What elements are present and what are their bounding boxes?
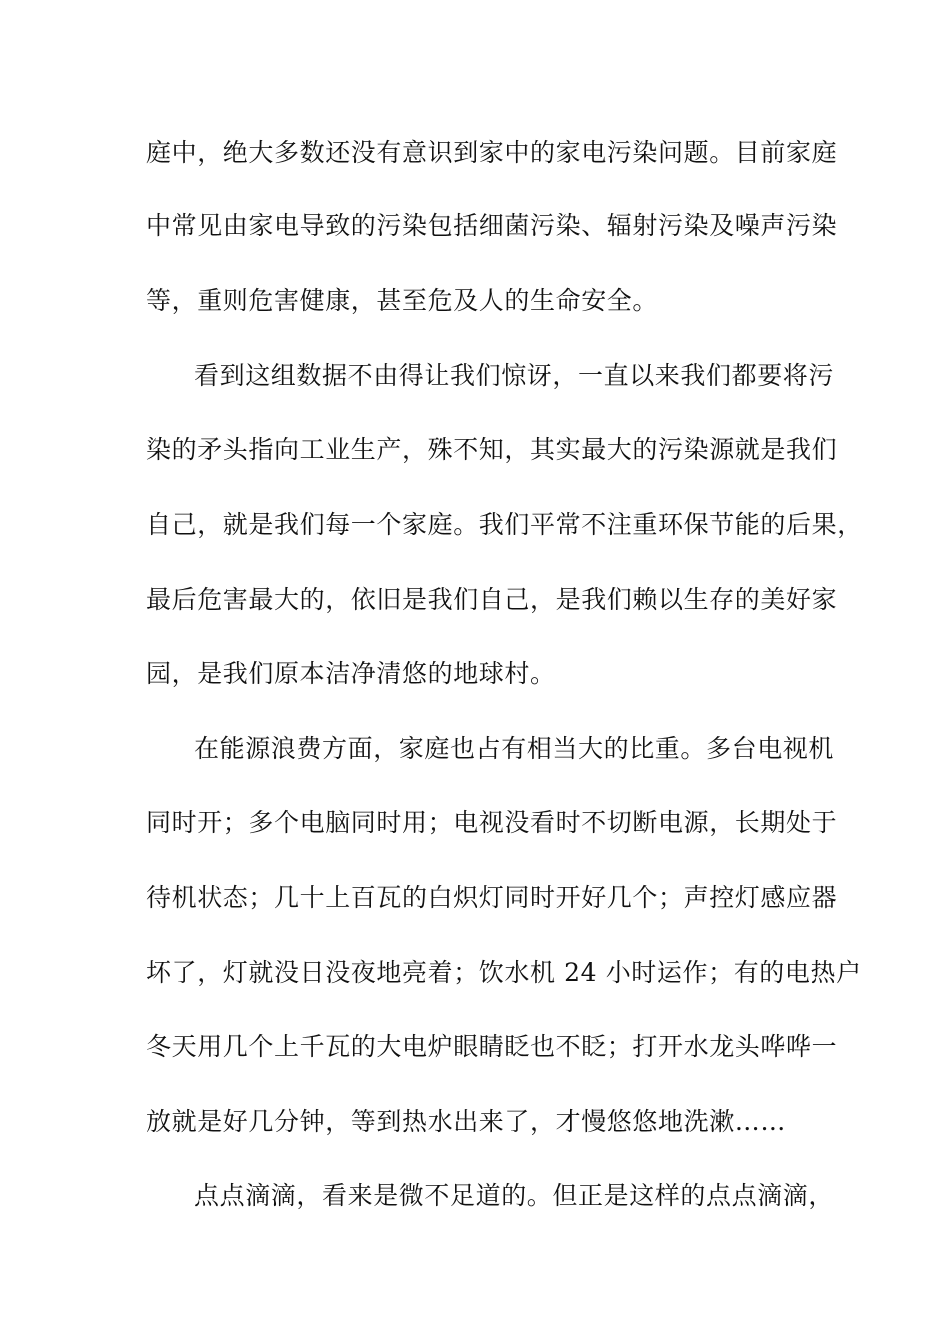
text-line: 中常见由家电导致的污染包括细菌污染、辐射污染及噪声污染 xyxy=(146,211,838,240)
text-line: 在能源浪费方面，家庭也占有相当大的比重。多台电视机 xyxy=(194,734,835,763)
text-line: 放就是好几分钟，等到热水出来了，才慢悠悠地洗漱…… xyxy=(146,1107,787,1136)
text-line: 坏了，灯就没日没夜地亮着；饮水机 24 小时运作；有的电热户 xyxy=(146,958,862,987)
text-line: 冬天用几个上千瓦的大电炉眼睛眨也不眨；打开水龙头哗哗一 xyxy=(146,1032,838,1061)
text-line: 园，是我们原本洁净清悠的地球村。 xyxy=(146,659,556,688)
text-line: 最后危害最大的，依旧是我们自己，是我们赖以生存的美好家 xyxy=(146,585,838,614)
text-line: 同时开；多个电脑同时用；电视没看时不切断电源，长期处于 xyxy=(146,808,838,837)
text-line: 待机状态；几十上百瓦的白炽灯同时开好几个；声控灯感应器 xyxy=(146,883,838,912)
text-line: 自己，就是我们每一个家庭。我们平常不注重环保节能的后果， xyxy=(146,510,863,539)
text-line: 点点滴滴，看来是微不足道的。但正是这样的点点滴滴， xyxy=(194,1181,835,1210)
text-line: 染的矛头指向工业生产，殊不知，其实最大的污染源就是我们 xyxy=(146,435,838,464)
text-line: 等，重则危害健康，甚至危及人的生命安全。 xyxy=(146,286,659,315)
text-line: 庭中，绝大多数还没有意识到家中的家电污染问题。目前家庭 xyxy=(146,138,838,167)
text-line: 看到这组数据不由得让我们惊讶，一直以来我们都要将污 xyxy=(194,361,835,390)
